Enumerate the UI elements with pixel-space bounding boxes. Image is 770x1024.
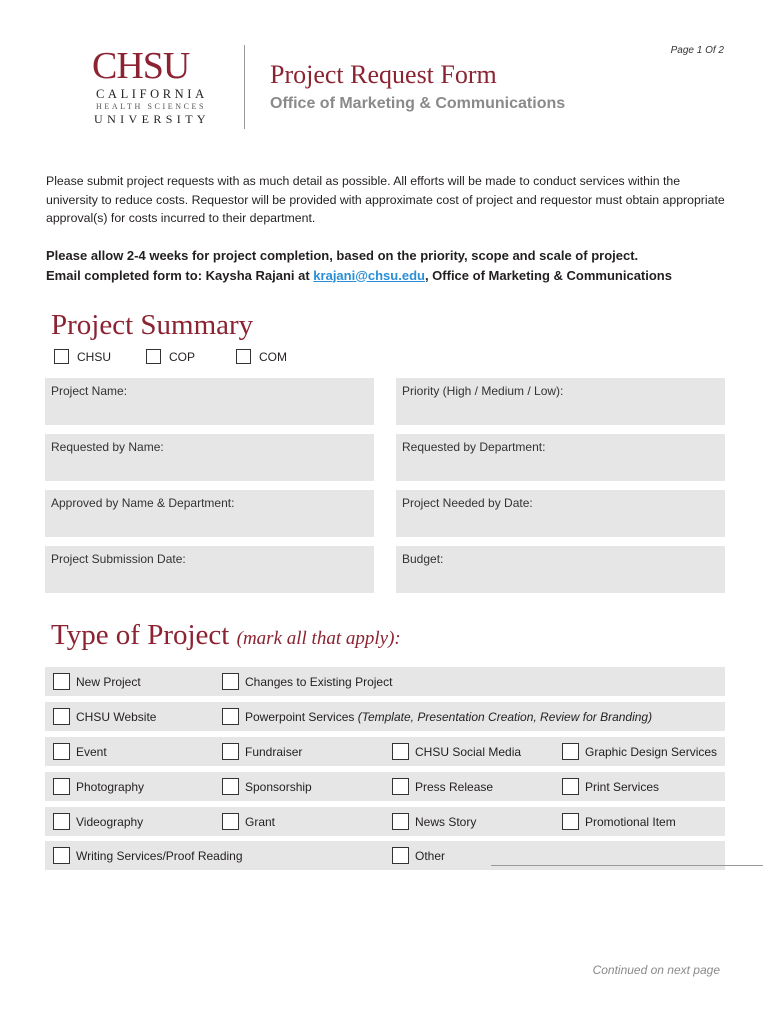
logo-line-university: UNIVERSITY [94,112,210,126]
type-row [45,667,725,696]
option-label: Other [415,848,446,863]
option-graphic-design[interactable] [562,737,717,766]
field-label: Budget: [402,552,444,566]
checkbox[interactable] [222,708,239,725]
option-label: News Story [415,814,477,829]
form-title: Project Request Form [270,60,497,89]
option-label: Promotional Item [585,814,676,829]
checkbox[interactable] [53,708,70,725]
notice-line-2 [46,266,746,286]
needed-by-date-field[interactable] [396,490,725,537]
chsu-logo: CHSU [92,45,190,87]
option-photography[interactable] [53,772,144,801]
other-write-in-line[interactable] [491,865,763,866]
logo-line-health-sciences: HEALTH SCIENCES [96,102,207,111]
email-link[interactable]: krajani@chsu.edu [313,267,425,283]
field-label: Priority (High / Medium / Low): [402,384,564,398]
option-label: CHSU Website [76,709,157,724]
option-social-media[interactable] [392,737,521,766]
checkbox[interactable] [392,778,409,795]
option-powerpoint[interactable] [222,702,652,731]
notice-email-prefix: Email completed form to: Kaysha Rajani at [46,267,314,283]
approved-by-field[interactable] [45,490,374,537]
college-option-com[interactable] [236,349,287,364]
option-changes-existing[interactable] [222,667,392,696]
budget-field[interactable] [396,546,725,593]
option-label: Grant [245,814,276,829]
type-row [45,841,725,870]
checkbox[interactable] [562,743,579,760]
option-promotional-item[interactable] [562,807,676,836]
field-label: Requested by Department: [402,440,546,454]
notice-email-suffix: , Office of Marketing & Communications [424,267,672,283]
checkbox[interactable] [53,778,70,795]
option-label: Photography [76,779,145,794]
type-row [45,772,725,801]
option-label: New Project [76,674,141,689]
field-label: Approved by Name & Department: [51,496,235,510]
option-label: Changes to Existing Project [245,674,393,689]
option-label: Fundraiser [245,744,303,759]
checkbox[interactable] [222,743,239,760]
option-sponsorship[interactable] [222,772,312,801]
option-label: Powerpoint Services [245,709,355,724]
option-chsu-website[interactable] [53,702,156,731]
continued-note: Continued on next page [592,963,720,977]
notice-line-1: Please allow 2-4 weeks for project completion, based on the priority, scope and scale of project. [46,248,639,263]
field-label: Project Submission Date: [51,552,186,566]
type-heading-sub: (mark all that apply): [236,628,401,649]
option-label: Videography [76,814,144,829]
checkbox[interactable] [53,673,70,690]
field-label: Project Name: [51,384,128,398]
checkbox[interactable] [562,813,579,830]
project-summary-heading: Project Summary [51,309,254,341]
page-number: Page 1 Of 2 [670,45,724,56]
checkbox[interactable] [53,743,70,760]
checkbox[interactable] [222,778,239,795]
college-option-cop[interactable] [146,349,195,364]
college-label: COP [169,349,196,364]
option-detail: (Template, Presentation Creation, Review for Branding) [357,709,653,724]
submission-date-field[interactable] [45,546,374,593]
option-other[interactable] [392,841,445,870]
option-label: Press Release [415,779,494,794]
type-of-project-heading [51,619,401,652]
option-label: Sponsorship [245,779,312,794]
type-row [45,807,725,836]
project-name-field[interactable] [45,378,374,425]
college-option-chsu[interactable] [54,349,111,364]
option-fundraiser[interactable] [222,737,302,766]
option-label: Event [76,744,107,759]
intro-paragraph: Please submit project requests with as much detail as possible. All efforts will be made to conduct services within the university to reduce costs. Requestor will be provided with approximate cost of project and requestor must obtain appropriate approval(s) for costs incurred to their department. [46,174,725,225]
college-label: CHSU [77,349,112,364]
checkbox[interactable] [222,673,239,690]
type-row [45,737,725,766]
requested-by-department-field[interactable] [396,434,725,481]
checkbox[interactable] [236,349,251,364]
header-divider [244,45,245,129]
requested-by-name-field[interactable] [45,434,374,481]
field-label: Project Needed by Date: [402,496,533,510]
option-label: CHSU Social Media [415,744,522,759]
checkbox[interactable] [562,778,579,795]
option-print-services[interactable] [562,772,659,801]
checkbox[interactable] [392,743,409,760]
checkbox[interactable] [146,349,161,364]
option-event[interactable] [53,737,107,766]
option-label: Writing Services/Proof Reading [76,848,243,863]
option-videography[interactable] [53,807,143,836]
logo-line-california: CALIFORNIA [96,87,208,101]
notice [46,246,746,285]
college-label: COM [259,349,287,364]
option-new-project[interactable] [53,667,141,696]
option-news-story[interactable] [392,807,476,836]
type-row [45,702,725,731]
field-label: Requested by Name: [51,440,164,454]
option-writing-services[interactable] [53,841,243,870]
checkbox[interactable] [392,847,409,864]
option-press-release[interactable] [392,772,493,801]
type-heading-main: Type of Project [51,619,230,651]
checkbox[interactable] [53,847,70,864]
checkbox[interactable] [53,813,70,830]
priority-field[interactable] [396,378,725,425]
option-label: Graphic Design Services [585,744,718,759]
checkbox[interactable] [54,349,69,364]
option-grant[interactable] [222,807,275,836]
form-subtitle: Office of Marketing & Communications [270,95,566,112]
option-label: Print Services [585,779,660,794]
checkbox[interactable] [222,813,239,830]
checkbox[interactable] [392,813,409,830]
